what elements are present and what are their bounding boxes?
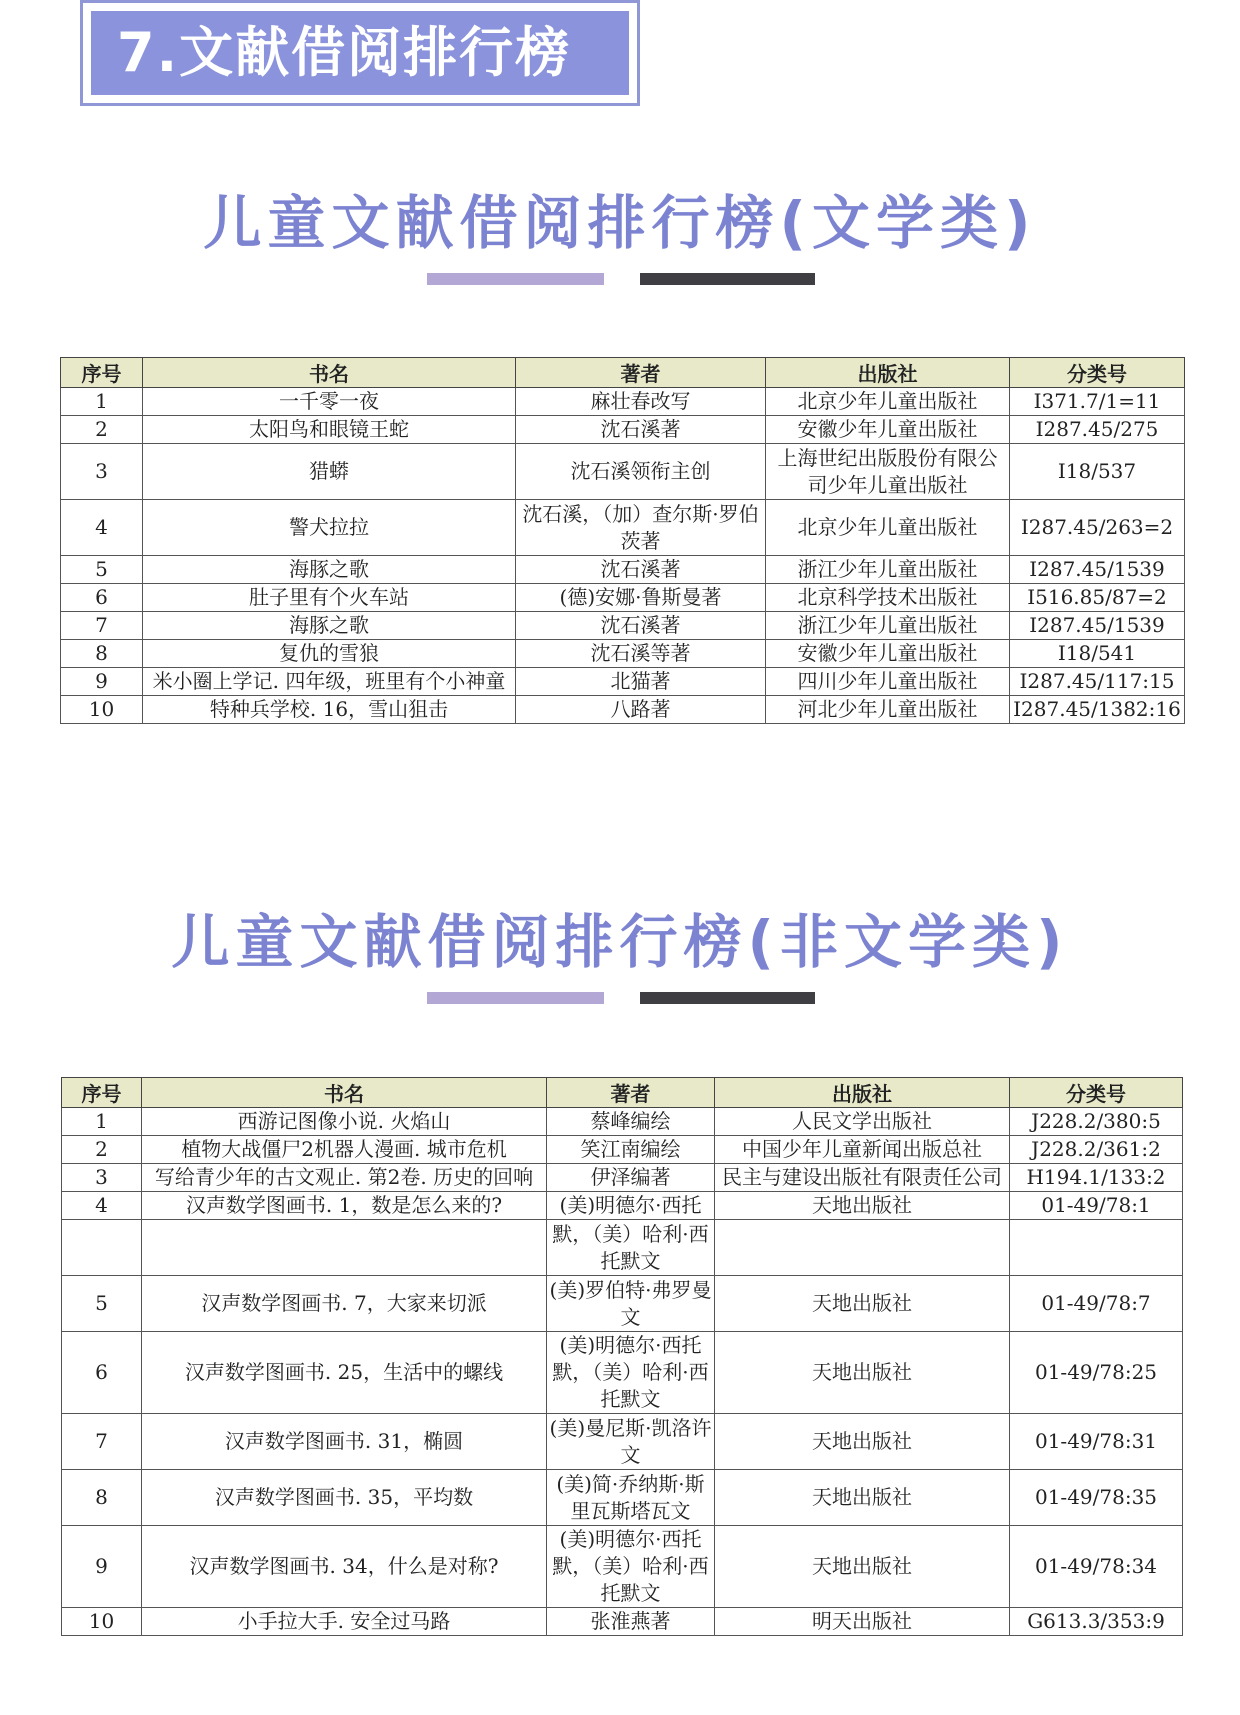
cell-rank: 9 (61, 668, 143, 696)
cell-author: 沈石溪领衔主创 (516, 444, 766, 500)
table-row (62, 1108, 1183, 1136)
cell-publisher: 天地出版社 (715, 1526, 1010, 1608)
title-underline-dark (640, 992, 815, 1004)
cell-title: 汉声数学图画书. 25，生活中的螺线 (142, 1332, 547, 1414)
cell-author: 蔡峰编绘 (547, 1108, 715, 1136)
cell-author: (美)罗伯特·弗罗曼文 (547, 1276, 715, 1332)
cell-publisher: 天地出版社 (715, 1470, 1010, 1526)
cell-title: 猎蟒 (143, 444, 516, 500)
table-row (62, 1164, 1183, 1192)
header-author: 著者 (516, 358, 766, 388)
cell-publisher: 天地出版社 (715, 1414, 1010, 1470)
cell-call-number: G613.3/353:9 (1010, 1608, 1183, 1636)
cell-title: 写给青少年的古文观止. 第2卷. 历史的回响 (142, 1164, 547, 1192)
cell-publisher (715, 1220, 1010, 1276)
cell-publisher: 四川少年儿童出版社 (766, 668, 1010, 696)
cell-publisher: 天地出版社 (715, 1276, 1010, 1332)
cell-title: 汉声数学图画书. 1，数是怎么来的? (142, 1192, 547, 1220)
section2-title: 儿童文献借阅排行榜(非文学类) (171, 908, 1069, 976)
cell-call-number: I287.45/275 (1010, 416, 1185, 444)
cell-rank: 4 (61, 500, 143, 556)
table-row (62, 1136, 1183, 1164)
cell-publisher: 浙江少年儿童出版社 (766, 612, 1010, 640)
table-row (62, 1192, 1183, 1220)
cell-author: 北猫著 (516, 668, 766, 696)
cell-title: 米小圈上学记. 四年级，班里有个小神童 (143, 668, 516, 696)
cell-rank: 9 (62, 1526, 142, 1608)
header-rank: 序号 (62, 1078, 142, 1108)
cell-publisher: 北京少年儿童出版社 (766, 388, 1010, 416)
cell-rank: 7 (61, 612, 143, 640)
table-row (61, 696, 1185, 724)
cell-publisher: 天地出版社 (715, 1332, 1010, 1414)
cell-author: 笑江南编绘 (547, 1136, 715, 1164)
table-row (62, 1470, 1183, 1526)
cell-author: 默，（美）哈利·西托默文 (547, 1220, 715, 1276)
cell-rank: 8 (61, 640, 143, 668)
cell-call-number (1010, 1220, 1183, 1276)
cell-author: 沈石溪著 (516, 556, 766, 584)
header-publisher: 出版社 (766, 358, 1010, 388)
cell-rank (62, 1220, 142, 1276)
header-call-number: 分类号 (1010, 1078, 1183, 1108)
cell-author: 八路著 (516, 696, 766, 724)
cell-title: 汉声数学图画书. 35，平均数 (142, 1470, 547, 1526)
table-row (62, 1332, 1183, 1414)
cell-rank: 10 (61, 696, 143, 724)
cell-title (142, 1220, 547, 1276)
cell-call-number: I287.45/1382:16 (1010, 696, 1185, 724)
cell-publisher: 北京少年儿童出版社 (766, 500, 1010, 556)
section-badge (80, 0, 640, 106)
cell-publisher: 明天出版社 (715, 1608, 1010, 1636)
table-row (61, 388, 1185, 416)
cell-rank: 8 (62, 1470, 142, 1526)
cell-call-number: H194.1/133:2 (1010, 1164, 1183, 1192)
cell-rank: 1 (62, 1108, 142, 1136)
cell-call-number: 01-49/78:1 (1010, 1192, 1183, 1220)
cell-rank: 10 (62, 1608, 142, 1636)
cell-title: 太阳鸟和眼镜王蛇 (143, 416, 516, 444)
cell-rank: 2 (62, 1136, 142, 1164)
header-publisher: 出版社 (715, 1078, 1010, 1108)
badge-title: 7.文献借阅排行榜 (91, 11, 629, 95)
cell-author: 沈石溪，（加）查尔斯·罗伯茨著 (516, 500, 766, 556)
cell-title: 特种兵学校. 16，雪山狙击 (143, 696, 516, 724)
cell-call-number: I371.7/1=11 (1010, 388, 1185, 416)
cell-author: (美)简·乔纳斯·斯里瓦斯塔瓦文 (547, 1470, 715, 1526)
cell-publisher: 安徽少年儿童出版社 (766, 640, 1010, 668)
cell-publisher: 北京科学技术出版社 (766, 584, 1010, 612)
header-rank: 序号 (61, 358, 143, 388)
cell-title: 肚子里有个火车站 (143, 584, 516, 612)
title-underline-purple (427, 273, 604, 285)
cell-call-number: I516.85/87=2 (1010, 584, 1185, 612)
cell-publisher: 安徽少年儿童出版社 (766, 416, 1010, 444)
cell-title: 西游记图像小说. 火焰山 (142, 1108, 547, 1136)
cell-rank: 3 (61, 444, 143, 500)
table-row (62, 1608, 1183, 1636)
cell-author: 伊泽编著 (547, 1164, 715, 1192)
header-title: 书名 (143, 358, 516, 388)
table-row (61, 668, 1185, 696)
table-row (62, 1526, 1183, 1608)
cell-call-number: 01-49/78:7 (1010, 1276, 1183, 1332)
cell-rank: 5 (62, 1276, 142, 1332)
table-row (61, 416, 1185, 444)
cell-author: 沈石溪著 (516, 612, 766, 640)
cell-rank: 4 (62, 1192, 142, 1220)
header-call-number: 分类号 (1010, 358, 1185, 388)
cell-call-number: I287.45/1539 (1010, 612, 1185, 640)
cell-title: 汉声数学图画书. 31，椭圆 (142, 1414, 547, 1470)
cell-author: (美)明德尔·西托默，（美）哈利·西托默文 (547, 1526, 715, 1608)
cell-publisher: 上海世纪出版股份有限公司少年儿童出版社 (766, 444, 1010, 500)
table-row (61, 556, 1185, 584)
table-row (61, 612, 1185, 640)
title-underline-purple (427, 992, 604, 1004)
cell-author: (美)曼尼斯·凯洛许文 (547, 1414, 715, 1470)
cell-call-number: J228.2/361:2 (1010, 1136, 1183, 1164)
table-row (61, 444, 1185, 500)
cell-title: 植物大战僵尸2机器人漫画. 城市危机 (142, 1136, 547, 1164)
cell-call-number: I287.45/1539 (1010, 556, 1185, 584)
cell-call-number: 01-49/78:25 (1010, 1332, 1183, 1414)
cell-publisher: 天地出版社 (715, 1192, 1010, 1220)
literature-ranking-table (60, 357, 1185, 724)
cell-author: 麻壮春改写 (516, 388, 766, 416)
cell-call-number: 01-49/78:35 (1010, 1470, 1183, 1526)
cell-call-number: I18/537 (1010, 444, 1185, 500)
cell-call-number: I18/541 (1010, 640, 1185, 668)
cell-rank: 6 (61, 584, 143, 612)
cell-rank: 1 (61, 388, 143, 416)
cell-call-number: J228.2/380:5 (1010, 1108, 1183, 1136)
cell-title: 警犬拉拉 (143, 500, 516, 556)
table-row (61, 640, 1185, 668)
table-header-row (62, 1078, 1183, 1108)
cell-title: 汉声数学图画书. 7，大家来切派 (142, 1276, 547, 1332)
section1-title: 儿童文献借阅排行榜(文学类) (203, 189, 1037, 257)
cell-rank: 3 (62, 1164, 142, 1192)
cell-title: 一千零一夜 (143, 388, 516, 416)
cell-publisher: 民主与建设出版社有限责任公司 (715, 1164, 1010, 1192)
table-row (62, 1276, 1183, 1332)
table-row (62, 1220, 1183, 1276)
cell-title: 汉声数学图画书. 34，什么是对称? (142, 1526, 547, 1608)
cell-title: 海豚之歌 (143, 612, 516, 640)
nonliterature-ranking-table (61, 1077, 1183, 1636)
header-author: 著者 (547, 1078, 715, 1108)
cell-publisher: 中国少年儿童新闻出版总社 (715, 1136, 1010, 1164)
table-row (61, 500, 1185, 556)
cell-call-number: 01-49/78:31 (1010, 1414, 1183, 1470)
title-underline-dark (640, 273, 815, 285)
cell-publisher: 浙江少年儿童出版社 (766, 556, 1010, 584)
cell-call-number: I287.45/263=2 (1010, 500, 1185, 556)
cell-rank: 7 (62, 1414, 142, 1470)
cell-author: 张淮燕著 (547, 1608, 715, 1636)
cell-author: (美)明德尔·西托默，（美）哈利·西托默文 (547, 1332, 715, 1414)
header-title: 书名 (142, 1078, 547, 1108)
cell-author: (德)安娜·鲁斯曼著 (516, 584, 766, 612)
cell-author: 沈石溪等著 (516, 640, 766, 668)
cell-title: 海豚之歌 (143, 556, 516, 584)
table-header-row (61, 358, 1185, 388)
cell-publisher: 人民文学出版社 (715, 1108, 1010, 1136)
cell-author: (美)明德尔·西托 (547, 1192, 715, 1220)
cell-publisher: 河北少年儿童出版社 (766, 696, 1010, 724)
cell-title: 小手拉大手. 安全过马路 (142, 1608, 547, 1636)
cell-rank: 5 (61, 556, 143, 584)
cell-call-number: 01-49/78:34 (1010, 1526, 1183, 1608)
table-row (62, 1414, 1183, 1470)
cell-rank: 2 (61, 416, 143, 444)
table-row (61, 584, 1185, 612)
cell-title: 复仇的雪狼 (143, 640, 516, 668)
cell-call-number: I287.45/117:15 (1010, 668, 1185, 696)
cell-rank: 6 (62, 1332, 142, 1414)
cell-author: 沈石溪著 (516, 416, 766, 444)
